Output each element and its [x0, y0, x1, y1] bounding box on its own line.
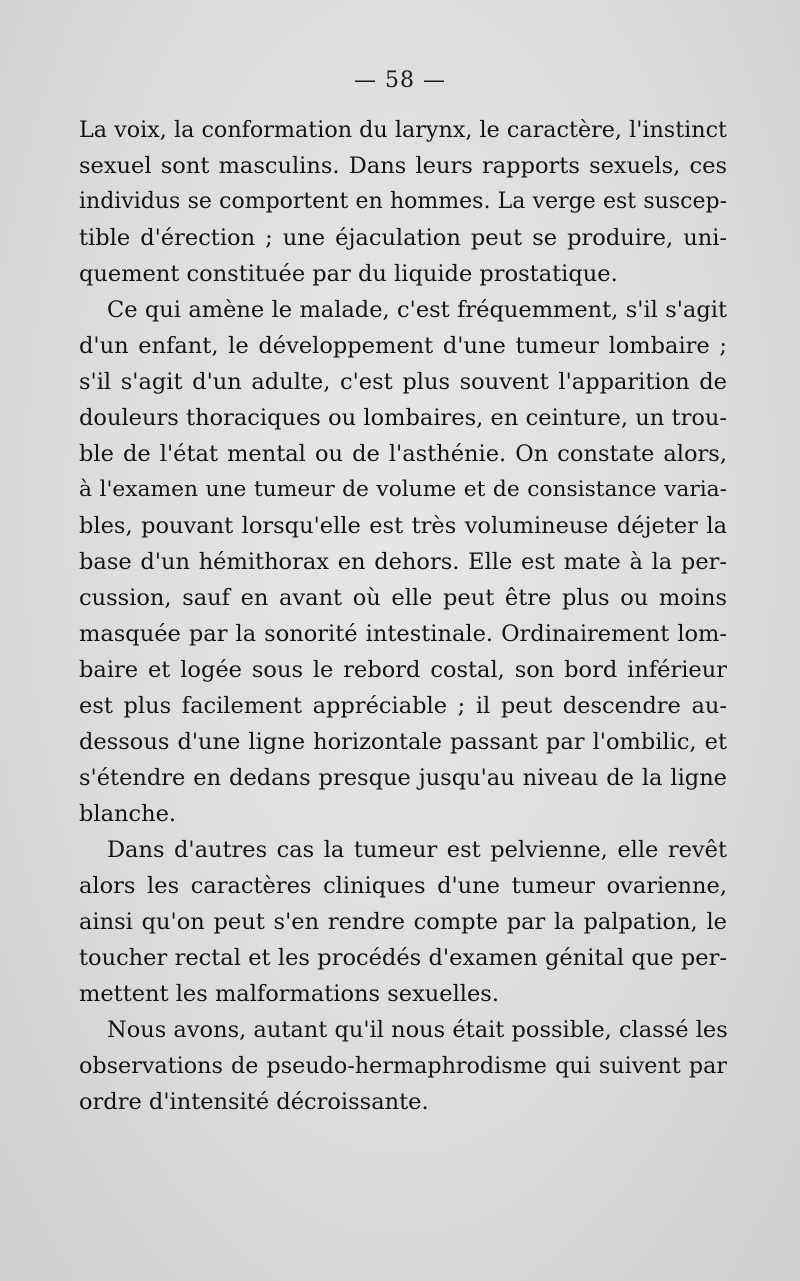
text-line: s'étendre en dedans presque jusqu'au niveau de la ligne — [79, 765, 727, 791]
text-line: douleurs thoraciques ou lombaires, en ceinture, un trou- — [79, 405, 727, 431]
text-line: est plus facilement appréciable ; il peut descendre au- — [79, 693, 727, 719]
text-line: observations de pseudo-hermaphrodisme qui suivent par — [79, 1053, 727, 1079]
text-line: ble de l'état mental ou de l'asthénie. On constate alors, — [79, 441, 727, 467]
text-line: dessous d'une ligne horizontale passant par l'ombilic, et — [79, 729, 727, 755]
text-line: s'il s'agit d'un adulte, c'est plus souvent l'apparition de — [79, 369, 727, 395]
paragraph-2 — [79, 292, 727, 832]
text-line: masquée par la sonorité intestinale. Ordinairement lom- — [79, 621, 727, 647]
text-line: toucher rectal et les procédés d'examen génital que per- — [79, 945, 727, 971]
text-line: Ce qui amène le malade, c'est fréquemment, s'il s'agit — [107, 297, 727, 323]
paragraph-1 — [79, 112, 727, 292]
text-line: alors les caractères cliniques d'une tumeur ovarienne, — [79, 873, 727, 899]
text-line: base d'un hémithorax en dehors. Elle est mate à la per- — [79, 549, 727, 575]
page-number: — 58 — — [354, 68, 446, 93]
text-line: baire et logée sous le rebord costal, son bord inférieur — [79, 657, 727, 683]
text-line: Nous avons, autant qu'il nous était possible, classé les — [107, 1017, 728, 1043]
text-line: ordre d'intensité décroissante. — [79, 1089, 429, 1115]
text-line: à l'examen une tumeur de volume et de consistance varia- — [79, 477, 727, 502]
text-line: mettent les malformations sexuelles. — [79, 981, 500, 1007]
text-line: bles, pouvant lorsqu'elle est très volumineuse déjeter la — [79, 513, 727, 539]
body-text — [79, 112, 727, 1120]
paragraph-4 — [79, 1012, 727, 1120]
text-line: individus se comportent en hommes. La verge est suscep- — [79, 189, 727, 214]
text-line: blanche. — [79, 801, 177, 827]
paragraph-3 — [79, 832, 727, 1012]
text-line: tible d'érection ; une éjaculation peut se produire, uni- — [79, 225, 727, 251]
text-line: La voix, la conformation du larynx, le caractère, l'instinct — [79, 117, 727, 143]
text-line: Dans d'autres cas la tumeur est pelvienne, elle revêt — [107, 837, 727, 863]
text-line: quement constituée par du liquide prostatique. — [79, 261, 618, 287]
text-line: ainsi qu'on peut s'en rendre compte par la palpation, le — [79, 909, 727, 935]
text-line: cussion, sauf en avant où elle peut être plus ou moins — [79, 585, 727, 611]
text-line: sexuel sont masculins. Dans leurs rapports sexuels, ces — [79, 153, 727, 179]
text-line: d'un enfant, le développement d'une tumeur lombaire ; — [79, 333, 727, 359]
